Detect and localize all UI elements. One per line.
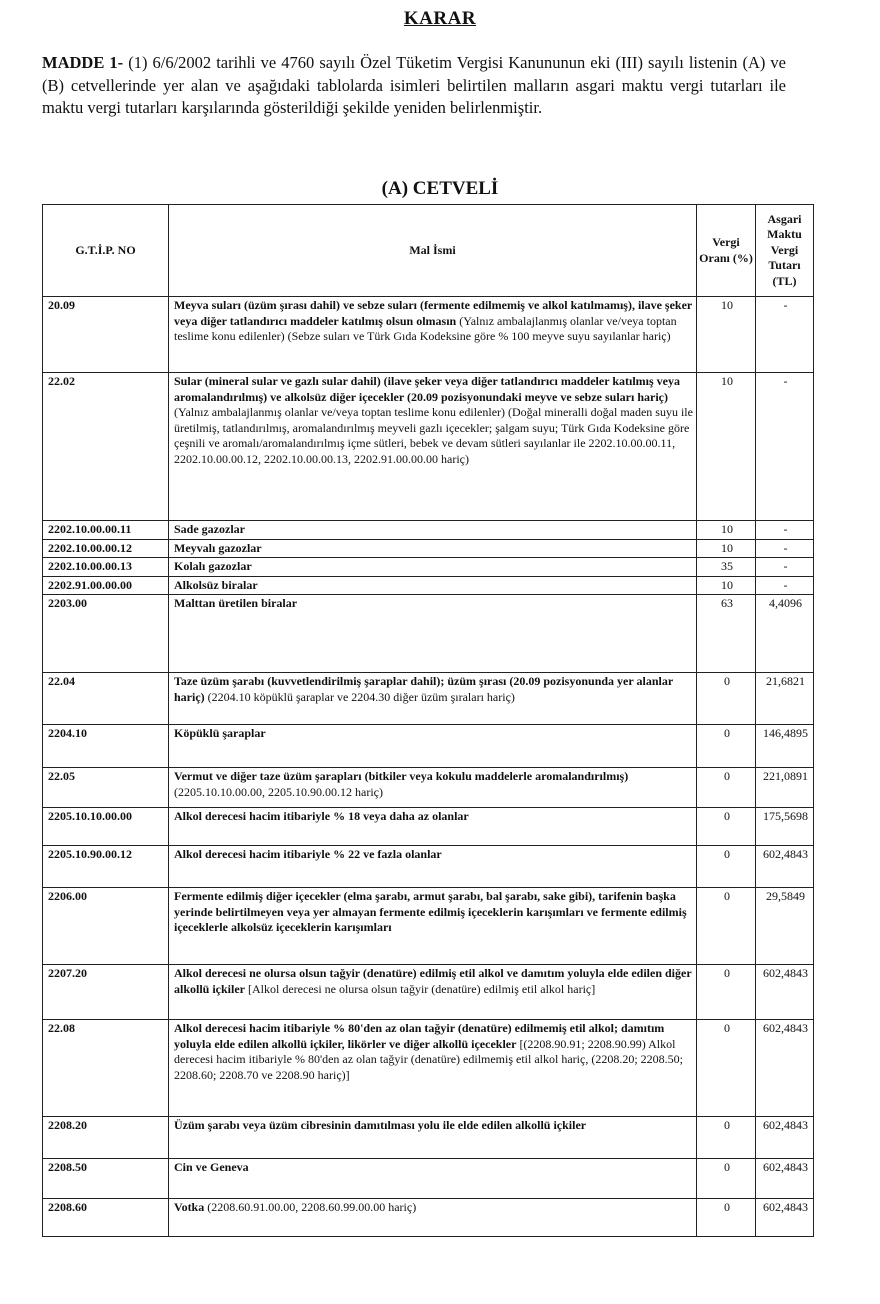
row-code: 2202.10.00.00.12 (43, 539, 169, 558)
row-amount: 602,4843 (756, 1199, 814, 1237)
row-name-bold: Meyva suları (üzüm şırası dahil) ve sebze suları (fermente edilmemiş ve alkol katılmamış), ilave şeker veya diğer tatlandırıcı maddeler katılmış olsun olmasın (174, 298, 693, 328)
row-amount: 602,4843 (756, 846, 814, 888)
row-rate: 10 (697, 297, 756, 373)
row-name-bold: Alkol derecesi hacim itibariyle % 22 ve fazla olanlar (174, 847, 442, 861)
row-name (169, 673, 697, 725)
row-name-bold: Sular (mineral sular ve gazlı sular dahil) (ilave şeker veya diğer tatlandırıcı maddeler katılmış veya aromalandırılmış) ve alkolsüz diğer içecekler (20.09 pozisyonundaki meyve ve sebze suları hariç) (174, 374, 680, 404)
row-rate: 10 (697, 576, 756, 595)
row-amount: 4,4096 (756, 595, 814, 673)
row-rate: 0 (697, 808, 756, 846)
row-name (169, 846, 697, 888)
row-amount: 602,4843 (756, 1117, 814, 1159)
table-row (43, 297, 814, 373)
row-name-bold: Sade gazozlar (174, 522, 245, 536)
table-row (43, 1159, 814, 1199)
header-code: G.T.İ.P. NO (43, 205, 169, 297)
row-amount: - (756, 539, 814, 558)
row-code: 2202.10.00.00.13 (43, 558, 169, 577)
row-rate: 0 (697, 1199, 756, 1237)
table-row (43, 539, 814, 558)
row-rate: 10 (697, 373, 756, 521)
row-name-bold: Votka (174, 1200, 205, 1214)
row-amount: - (756, 373, 814, 521)
header-amount: Asgari Maktu Vergi Tutarı (TL) (756, 205, 814, 297)
row-amount: 29,5849 (756, 888, 814, 965)
row-name-bold: Alkolsüz biralar (174, 577, 258, 592)
row-rate: 35 (697, 558, 756, 577)
row-name-bold: Cin ve Geneva (174, 1160, 249, 1174)
row-rate: 0 (697, 1117, 756, 1159)
row-amount: 602,4843 (756, 1159, 814, 1199)
row-name-regular: [(2208.90.91; 2208.90.99) Alkol derecesi hacim itibariyle % 80'den az olan tağyir (denatüre) edilmemiş etil alkol hariç, (2208.20; 2208.50; 2208.60; 2208.70 ve 2208.90 hariç)] (174, 1036, 683, 1082)
row-name-bold: Üzüm şarabı veya üzüm cibresinin damıtılması yolu ile elde edilen alkollü içkiler (174, 1118, 587, 1132)
row-amount: 21,6821 (756, 673, 814, 725)
table-row (43, 1117, 814, 1159)
row-name-regular: (2204.10 köpüklü şaraplar ve 2204.30 diğer üzüm şıraları hariç) (204, 689, 515, 704)
row-name-bold: Malttan üretilen biralar (174, 596, 298, 610)
table-row (43, 846, 814, 888)
row-name-bold: Alkol derecesi ne olursa olsun tağyir (denatüre) edilmiş etil alkol ve damıtım yoluyla elde edilen diğer alkollü içkiler (174, 966, 692, 996)
article-paragraph (42, 52, 786, 120)
row-rate: 0 (697, 1159, 756, 1199)
row-name-regular: [Alkol derecesi ne olursa olsun tağyir (denatüre) edilmiş etil alkol hariç] (245, 981, 596, 996)
row-amount: - (756, 297, 814, 373)
row-name-bold: Köpüklü şaraplar (174, 726, 266, 740)
row-name (169, 1199, 697, 1237)
row-rate: 0 (697, 768, 756, 808)
table-row (43, 888, 814, 965)
row-code: 2204.10 (43, 725, 169, 768)
document-title: KARAR (403, 8, 477, 29)
row-code: 2208.20 (43, 1117, 169, 1159)
row-name-bold: Kolalı gazozlar (174, 559, 252, 573)
row-rate: 0 (697, 725, 756, 768)
row-amount: - (756, 576, 814, 595)
row-code: 2208.60 (43, 1199, 169, 1237)
row-rate: 0 (697, 673, 756, 725)
article-text: (1) 6/6/2002 tarihli ve 4760 sayılı Özel Tüketim Vergisi Kanununun eki (III) sayılı listenin (A) ve (B) cetvellerinde yer alan ve aşağıdaki tablolarda isimleri belirtilen malların asgari maktu vergi tutarları ile maktu vergi tutarları karşılarında gösterildiği şekilde yeniden belirlenmiştir. (42, 53, 787, 117)
table-row (43, 558, 814, 577)
row-amount: 221,0891 (756, 768, 814, 808)
row-name-bold: Taze üzüm şarabı (kuvvetlendirilmiş şaraplar dahil); üzüm şırası (20.09 pozisyonunda yer alanlar hariç) (174, 674, 673, 704)
row-name-bold: Alkol derecesi hacim itibariyle % 80'den az olan tağyir (denatüre) edilmemiş etil alkol; damıtım yoluyla elde edilen alkollü içkiler, likörler ve diğer alkollü içecekler (174, 1021, 665, 1051)
row-name (169, 888, 697, 965)
row-code: 2208.50 (43, 1159, 169, 1199)
table-row (43, 373, 814, 521)
header-rate: Vergi Oranı (%) (697, 205, 756, 297)
table-row (43, 595, 814, 673)
table-row (43, 1020, 814, 1117)
row-amount: 602,4843 (756, 965, 814, 1020)
row-code: 2203.00 (43, 595, 169, 673)
table-row (43, 808, 814, 846)
row-name (169, 808, 697, 846)
row-code: 22.05 (43, 768, 169, 808)
row-rate: 0 (697, 1020, 756, 1117)
row-rate: 0 (697, 846, 756, 888)
row-name (169, 1117, 697, 1159)
row-name (169, 595, 697, 673)
row-name (169, 521, 697, 540)
table-row (43, 576, 814, 595)
table-row (43, 673, 814, 725)
row-name-bold: Fermente edilmiş diğer içecekler (elma şarabı, armut şarabı, bal şarabı, sake gibi), tarifenin başka yerinde belirtilmeyen veya yer almayan fermente edilmiş içeceklerin karışımları ve fermente edilmiş içeceklerle alkolsüz içeceklerin karışımları (174, 889, 687, 934)
row-code: 20.09 (43, 297, 169, 373)
row-name (169, 1159, 697, 1199)
row-name (169, 373, 697, 521)
row-code: 2207.20 (43, 965, 169, 1020)
row-code: 2202.10.00.00.11 (43, 521, 169, 540)
row-rate: 10 (697, 539, 756, 558)
row-code: 2205.10.90.00.12 (43, 846, 169, 888)
row-name (169, 558, 697, 577)
row-name (169, 297, 697, 373)
row-name (169, 1020, 697, 1117)
table-row (43, 768, 814, 808)
row-name-bold: Alkol derecesi hacim itibariyle % 18 veya daha az olanlar (174, 809, 469, 823)
table-row (43, 1199, 814, 1237)
row-rate: 0 (697, 965, 756, 1020)
row-code: 2202.91.00.00.00 (43, 576, 169, 595)
row-amount: - (756, 521, 814, 540)
table-row (43, 521, 814, 540)
row-name (169, 576, 697, 595)
row-name-regular: (2205.10.10.00.00, 2205.10.90.00.12 hariç) (174, 784, 383, 799)
row-code: 2206.00 (43, 888, 169, 965)
row-code: 22.02 (43, 373, 169, 521)
row-rate: 0 (697, 888, 756, 965)
table-body (43, 297, 814, 1237)
row-rate: 10 (697, 521, 756, 540)
row-name (169, 725, 697, 768)
row-name (169, 539, 697, 558)
row-name (169, 768, 697, 808)
row-code: 2205.10.10.00.00 (43, 808, 169, 846)
row-name-bold: Vermut ve diğer taze üzüm şarapları (bitkiler veya kokulu maddelerle aromalandırılmış) (174, 769, 629, 783)
table-row (43, 965, 814, 1020)
row-amount: 146,4895 (756, 725, 814, 768)
row-name-regular: (Yalnız ambalajlanmış olanlar ve/veya toptan teslime konu edilenler) (Sebze suları ve Türk Gıda Kodeksine göre % 100 meyve suyu sayılanlar hariç) (174, 313, 677, 343)
row-name (169, 965, 697, 1020)
row-amount: 175,5698 (756, 808, 814, 846)
row-rate: 63 (697, 595, 756, 673)
table-caption: (A) CETVELİ (381, 178, 499, 199)
article-label: MADDE 1- (42, 53, 124, 72)
table-row (43, 725, 814, 768)
row-amount: 602,4843 (756, 1020, 814, 1117)
row-code: 22.08 (43, 1020, 169, 1117)
header-name: Mal İsmi (169, 205, 697, 297)
row-name-regular: (2208.60.91.00.00, 2208.60.99.00.00 hariç) (204, 1200, 417, 1214)
row-amount: - (756, 558, 814, 577)
row-name-bold: Meyvalı gazozlar (174, 540, 262, 555)
row-code: 22.04 (43, 673, 169, 725)
tax-table (42, 204, 814, 1237)
row-name-regular: (Yalnız ambalajlanmış olanlar ve/veya toptan teslime konu edilenler) (Doğal mineralli doğal maden suyu ile üretilmiş, tatlandırılmış, aromalandırılmış meyveli gazlı içecekler; şalgam suyu; Türk Gıda Kodeksine göre çeşnili ve aromalı/aromalandırılmış içme sütleri, bebek ve devam sütleri sayılanlar ile 2202.10.00.00.11, 2202.10.00.00.12, 2202.10.00.00.13, 2202.91.00.00.00 hariç) (174, 405, 693, 466)
